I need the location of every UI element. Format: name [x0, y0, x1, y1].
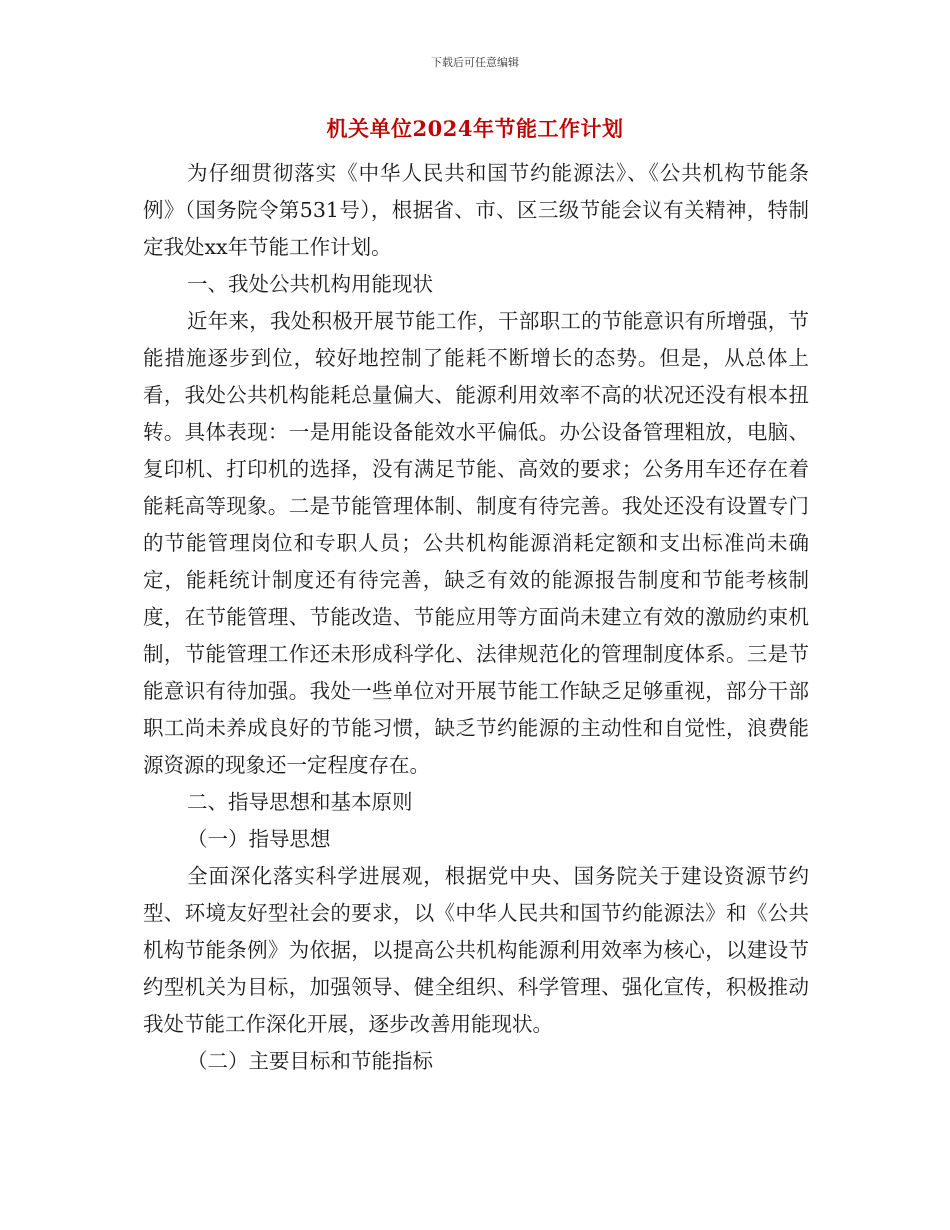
status-paragraph: 近年来，我处积极开展节能工作，干部职工的节能意识有所增强，节能措施逐步到位，较好地控制了能耗不断增长的态势。但是，从总体上看，我处公共机构能耗总量偏大、能源利用效率不高的状况还没有根本扭转。具体表现：一是用能设备能效水平偏低。办公设备管理粗放，电脑、复印机、打印机的选择，没有满足节能、高效的要求；公务用车还存在着能耗高等现象。二是节能管理体制、制度有待完善。我处还没有设置专门的节能管理岗位和专职人员；公共机构能源消耗定额和支出标准尚未确定，能耗统计制度还有待完善，缺乏有效的能源报告制度和节能考核制度，在节能管理、节能改造、节能应用等方面尚未建立有效的激励约束机制，节能管理工作还未形成科学化、法律规范化的管理制度体系。三是节能意识有待加强。我处一些单位对开展节能工作缺乏足够重视，部分干部职工尚未养成良好的节能习惯，缺乏节约能源的主动性和自觉性，浪费能源资源的现象还一定程度存在。 [143, 309, 809, 777]
header-note: 下载后可任意编辑 [431, 56, 519, 69]
subheading-goals: （二）主要目标和节能指标 [187, 1049, 433, 1073]
document-title: 机关单位2024年节能工作计划 [326, 116, 624, 141]
section-heading-1: 一、我处公共机构用能现状 [187, 272, 433, 296]
guiding-thought-paragraph: 全面深化落实科学进展观，根据党中央、国务院关于建设资源节约型、环境友好型社会的要求，以《中华人民共和国节约能源法》和《公共机构节能条例》为依据，以提高公共机构能源利用效率为核心，以建设节约型机关为目标，加强领导、健全组织、科学管理、强化宣传，积极推动我处节能工作深化开展，逐步改善用能现状。 [143, 864, 809, 1036]
subheading-guiding-thought: （一）指导思想 [187, 827, 331, 851]
document-body [143, 155, 809, 1080]
intro-paragraph: 为仔细贯彻落实《中华人民共和国节约能源法》、《公共机构节能条例》（国务院令第531号），根据省、市、区三级节能会议有关精神，特制定我处xx年节能工作计划。 [143, 161, 809, 259]
section-heading-2: 二、指导思想和基本原则 [187, 790, 413, 814]
